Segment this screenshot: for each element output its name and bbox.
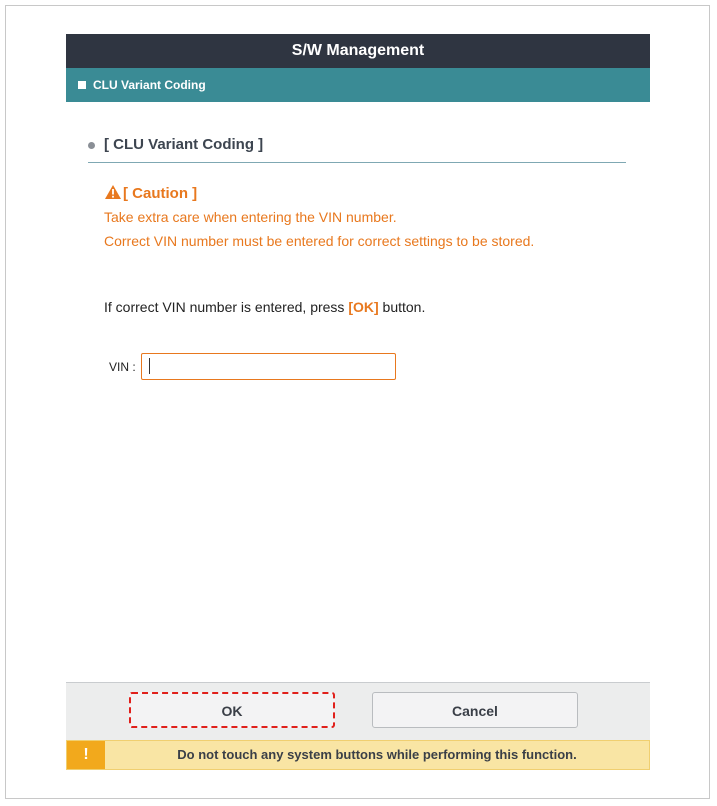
button-bar — [66, 682, 650, 740]
cancel-button[interactable]: Cancel — [372, 692, 578, 728]
function-name: CLU Variant Coding — [93, 78, 206, 92]
exclamation-icon: ! — [67, 741, 105, 769]
caution-line-1: Take extra care when entering the VIN number. — [104, 209, 397, 225]
warning-notice — [66, 740, 650, 770]
vin-label: VIN : — [109, 360, 136, 374]
section-header — [88, 134, 626, 163]
notice-text: Do not touch any system buttons while performing this function. — [177, 747, 577, 762]
sw-management-dialog — [66, 34, 650, 770]
circle-bullet-icon — [88, 142, 95, 149]
warning-triangle-icon — [104, 184, 122, 200]
square-bullet-icon — [78, 81, 86, 89]
caution-line-2: Correct VIN number must be entered for correct settings to be stored. — [104, 233, 535, 249]
text-cursor — [149, 358, 150, 374]
instruction-after: button. — [378, 299, 426, 315]
ok-button[interactable]: OK — [129, 692, 335, 728]
instruction-ok-reference: [OK] — [348, 299, 379, 315]
dialog-title: S/W Management — [66, 34, 650, 68]
caution-title — [104, 184, 197, 204]
vin-input[interactable] — [141, 353, 396, 380]
caution-title-text: [ Caution ] — [123, 185, 198, 202]
instruction-before: If correct VIN number is entered, press — [104, 299, 349, 315]
instruction-text — [104, 299, 425, 315]
function-bar — [66, 68, 650, 102]
section-title: [ CLU Variant Coding ] — [104, 136, 264, 153]
